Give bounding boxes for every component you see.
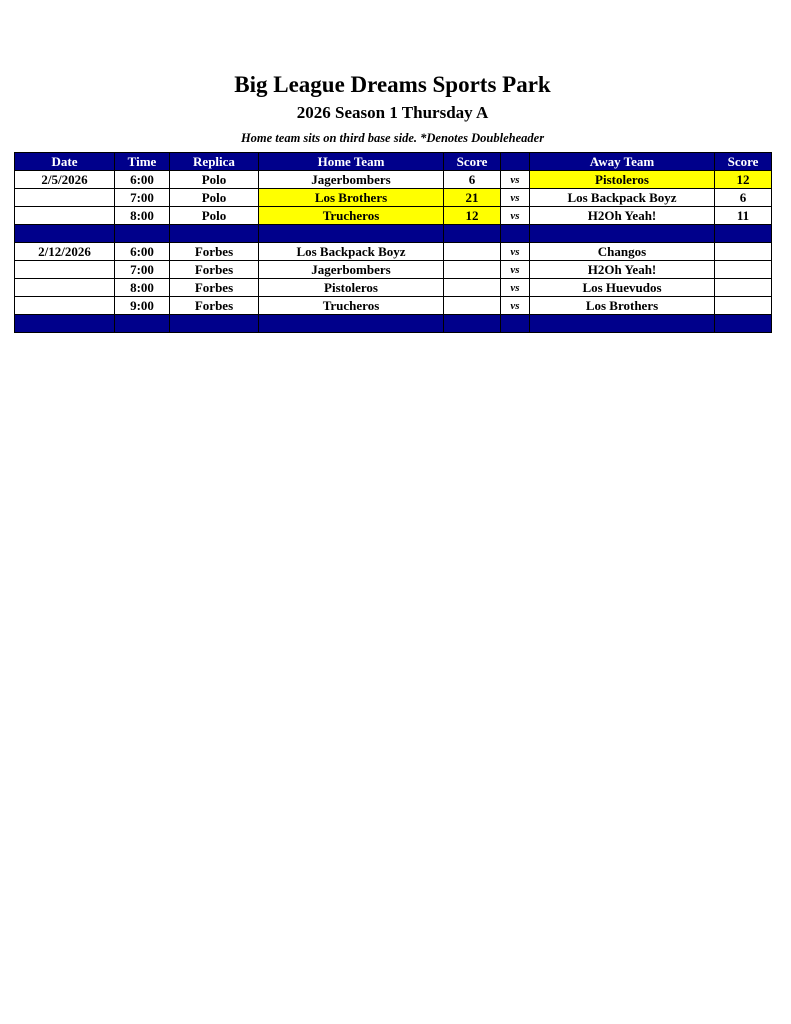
page-subtitle: 2026 Season 1 Thursday A (296, 103, 489, 122)
game-date (15, 189, 115, 207)
game-time: 8:00 (115, 279, 170, 297)
separator-row (15, 225, 772, 243)
separator-cell (444, 225, 501, 243)
game-row (15, 189, 772, 207)
game-date (15, 207, 115, 225)
game-date: 2/12/2026 (15, 243, 115, 261)
game-row (15, 297, 772, 315)
game-row (15, 279, 772, 297)
separator-row (15, 315, 772, 333)
game-field: Forbes (170, 243, 259, 261)
game-date: 2/5/2026 (15, 171, 115, 189)
home-team: Trucheros (259, 207, 444, 225)
col-header-vs (501, 153, 530, 171)
schedule-note: Home team sits on third base side. *Denotes Doubleheader (240, 131, 545, 145)
home-score: 6 (444, 171, 501, 189)
vs-label: vs (501, 189, 530, 207)
away-team: Los Backpack Boyz (530, 189, 715, 207)
game-row (15, 261, 772, 279)
home-team: Jagerbombers (259, 171, 444, 189)
home-score (444, 297, 501, 315)
home-team: Pistoleros (259, 279, 444, 297)
game-time: 7:00 (115, 261, 170, 279)
separator-cell (530, 315, 715, 333)
separator-cell (259, 225, 444, 243)
game-field: Polo (170, 207, 259, 225)
col-header-home-team: Home Team (259, 153, 444, 171)
away-team: H2Oh Yeah! (530, 261, 715, 279)
col-header-date: Date (15, 153, 115, 171)
page-title: Big League Dreams Sports Park (234, 72, 551, 97)
away-score (715, 261, 772, 279)
home-score: 21 (444, 189, 501, 207)
game-time: 8:00 (115, 207, 170, 225)
schedule-body (15, 171, 772, 333)
game-row (15, 243, 772, 261)
game-date (15, 261, 115, 279)
game-time: 9:00 (115, 297, 170, 315)
separator-cell (501, 225, 530, 243)
vs-label: vs (501, 171, 530, 189)
home-team: Los Backpack Boyz (259, 243, 444, 261)
game-time: 6:00 (115, 171, 170, 189)
vs-label: vs (501, 261, 530, 279)
vs-label: vs (501, 207, 530, 225)
away-score: 6 (715, 189, 772, 207)
separator-cell (501, 315, 530, 333)
col-header-time: Time (115, 153, 170, 171)
away-team: Los Huevudos (530, 279, 715, 297)
table-header-row (15, 153, 772, 171)
separator-cell (530, 225, 715, 243)
away-team: Pistoleros (530, 171, 715, 189)
home-team: Los Brothers (259, 189, 444, 207)
separator-cell (444, 315, 501, 333)
game-field: Polo (170, 171, 259, 189)
vs-label: vs (501, 279, 530, 297)
home-score (444, 261, 501, 279)
home-team: Jagerbombers (259, 261, 444, 279)
away-score (715, 279, 772, 297)
separator-cell (715, 315, 772, 333)
game-date (15, 297, 115, 315)
away-score (715, 243, 772, 261)
game-time: 6:00 (115, 243, 170, 261)
separator-cell (170, 225, 259, 243)
game-field: Polo (170, 189, 259, 207)
game-field: Forbes (170, 261, 259, 279)
col-header-away-score: Score (715, 153, 772, 171)
home-score (444, 279, 501, 297)
home-team: Trucheros (259, 297, 444, 315)
away-team: Los Brothers (530, 297, 715, 315)
away-score: 12 (715, 171, 772, 189)
separator-cell (715, 225, 772, 243)
vs-label: vs (501, 297, 530, 315)
col-header-away-team: Away Team (530, 153, 715, 171)
game-field: Forbes (170, 297, 259, 315)
home-score: 12 (444, 207, 501, 225)
separator-cell (115, 315, 170, 333)
away-score: 11 (715, 207, 772, 225)
separator-cell (259, 315, 444, 333)
away-team: Changos (530, 243, 715, 261)
separator-cell (15, 315, 115, 333)
separator-cell (15, 225, 115, 243)
col-header-home-score: Score (444, 153, 501, 171)
separator-cell (170, 315, 259, 333)
game-date (15, 279, 115, 297)
game-field: Forbes (170, 279, 259, 297)
away-team: H2Oh Yeah! (530, 207, 715, 225)
game-time: 7:00 (115, 189, 170, 207)
home-score (444, 243, 501, 261)
separator-cell (115, 225, 170, 243)
away-score (715, 297, 772, 315)
schedule-table (14, 152, 772, 333)
game-row (15, 207, 772, 225)
game-row (15, 171, 772, 189)
col-header-replica: Replica (170, 153, 259, 171)
vs-label: vs (501, 243, 530, 261)
